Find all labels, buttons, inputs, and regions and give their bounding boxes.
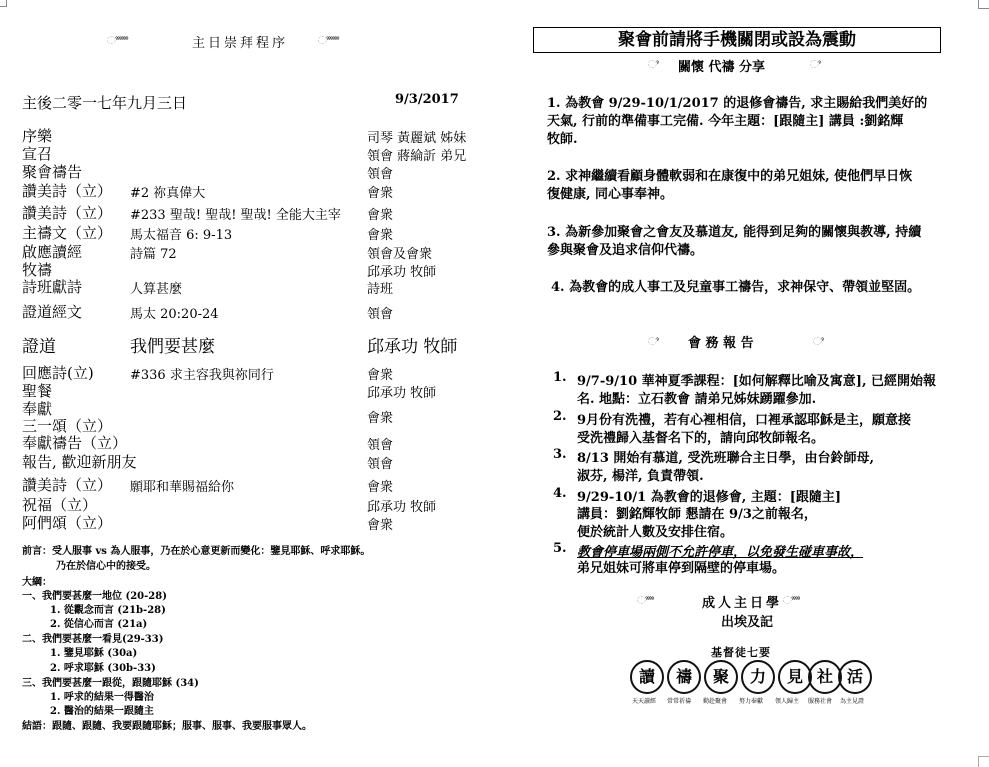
ornament-right: ಿಿಿಿಿಿ	[318, 34, 341, 47]
logo-caption: 服務社會	[808, 698, 833, 705]
outline-line: 1. 鑒見耶穌 (30a)	[50, 648, 138, 659]
logo-caption: 努力奉獻	[739, 698, 764, 705]
outline-line: 2. 從信心而言 (21a)	[50, 619, 148, 630]
ornament-left: ಿಿಿಿಿಿ	[107, 34, 130, 47]
logo-caption: 為主見證	[840, 698, 865, 705]
program-leader: 邱承功 牧師	[367, 386, 437, 401]
outline-preface-2: 乃在於信心中的接受。	[56, 561, 156, 572]
program-leader: 會衆	[367, 368, 394, 383]
sermon-label: 證道	[22, 337, 56, 357]
gather-icon: 聚	[704, 660, 738, 694]
program-detail: 詩篇 72	[130, 247, 177, 262]
phone-notice-box: 聚會前請將手機關閉或設為震動	[533, 27, 941, 53]
program-item: 聚會禱告	[22, 163, 83, 181]
program-item: 讚美詩（立）	[22, 476, 113, 494]
program-item: 聖餐	[22, 382, 53, 400]
program-title: 主日崇拜程序	[192, 36, 289, 51]
program-leader: 會衆	[367, 480, 394, 495]
program-leader: 邱承功 牧師	[367, 265, 437, 280]
program-item: 宣召	[22, 145, 53, 163]
page-corner-mark	[0, 0, 7, 7]
announcement-line: 9月份有洗禮，若有心裡相信，口裡承認耶穌是主，願意接	[577, 413, 912, 428]
program-item: 阿們頌（立）	[22, 514, 113, 532]
announcement-line: 淑芬, 楊洋, 負責帶領.	[577, 469, 704, 484]
prayer-line: 天氣, 行前的準備事工完備. 今年主題：[跟隨主] 講員 :劉銘輝	[547, 114, 904, 129]
program-leader: 會衆	[367, 208, 394, 223]
announcement-line: 受洗禮歸入基督名下的，請向邱牧師報名。	[577, 431, 825, 446]
program-item: 啟應讀經	[22, 243, 83, 261]
program-detail: 馬太 20:20-24	[130, 307, 219, 322]
prayer-line: 2. 求神繼續看顧身體軟弱和在康復中的弟兄姐妹, 使他們早日恢	[547, 169, 913, 184]
program-leader: 詩班	[367, 282, 394, 297]
program-leader: 領會	[367, 307, 394, 322]
program-item: 讚美詩（立）	[22, 182, 113, 200]
date: 9/3/2017	[395, 92, 459, 107]
ornament-left: ಿಿಿಿ	[637, 594, 656, 607]
program-item: 三一頌（立）	[22, 417, 113, 435]
logo-title: 基督徒七要	[711, 646, 771, 659]
outline-conclusion: 結語：跟隨、跟隨、我要跟隨耶穌；服事、服事、我要服事眾人。	[22, 721, 312, 732]
announcement-section-title: 會 務 報 告	[688, 336, 754, 351]
program-leader: 會衆	[367, 186, 394, 201]
announcement-number: 1.	[553, 370, 567, 385]
program-item: 詩班獻詩	[22, 278, 83, 296]
program-leader: 會衆	[367, 228, 394, 243]
program-detail: #233 聖哉! 聖哉! 聖哉! 全能大主宰	[130, 208, 341, 223]
program-item: 報告, 歡迎新朋友	[22, 453, 137, 471]
program-item: 牧禱	[22, 261, 53, 279]
adult-school-subject: 出埃及記	[721, 615, 774, 630]
announcement-line: 9/29-10/1 為教會的退修會, 主題：[跟隨主]	[577, 490, 842, 505]
pray-icon: 禱	[667, 660, 701, 694]
prayer-line: 復健康, 同心事奉神。	[547, 187, 674, 202]
announcement-number: 2.	[553, 409, 567, 424]
prayer-section-title: 關懷 代禱 分享	[678, 60, 766, 75]
outline-line: 三、我們要甚麼一跟從，跟隨耶穌 (34)	[22, 678, 199, 689]
sermon-title: 我們要甚麼	[130, 337, 215, 357]
program-leader: 領會 蔣綸訢 弟兄	[367, 149, 467, 164]
offering-icon: 力	[741, 660, 775, 694]
announcement-line: 8/13 開始有慕道, 受洗班聯合主日學，由台鈴師母,	[577, 451, 874, 466]
ornament-left: ಿ	[648, 58, 660, 71]
ornament-right: ಿ	[813, 335, 825, 348]
outline-preface: 前言：受人服事 vs 為人服事，乃在於心意更新而變化：鑒見耶穌、呼求耶穌。	[22, 546, 371, 557]
logo-caption: 勤赴聚會	[703, 698, 728, 705]
logo-caption: 領人歸主	[775, 698, 800, 705]
program-detail: 馬太福音 6: 9-13	[130, 228, 233, 243]
prayer-line: 4. 為教會的成人事工及兒童事工禱告，求神保守、帶領並堅固。	[551, 280, 921, 295]
announcement-line-emphasis: 教會停車場兩側不允許停車，以免發生碰車事故，	[577, 545, 864, 560]
page-corner-mark	[978, 756, 989, 767]
witness-icon: 見	[778, 660, 812, 694]
announcement-line: 講員：劉銘輝牧師 懇請在 9/3之前報名，	[577, 507, 817, 522]
outline-line: 一、我們要甚麼一地位 (20-28)	[22, 591, 167, 602]
program-item: 回應詩(立)	[22, 364, 94, 382]
program-leader: 領會	[367, 438, 394, 453]
program-item: 序樂	[22, 127, 53, 145]
program-item: 奉獻禱告（立）	[22, 434, 128, 452]
read-icon: 讀	[630, 660, 664, 694]
adult-school-title: 成人主日學	[702, 596, 783, 611]
program-item: 祝福（立）	[22, 496, 98, 514]
ornament-left: ಿ	[648, 335, 660, 348]
prayer-line: 參與聚會及追求信仰代禱。	[547, 243, 704, 258]
outline-line: 1. 呼求的結果一得醫治	[50, 692, 154, 703]
program-item: 證道經文	[22, 303, 83, 321]
live-icon: 活	[838, 660, 872, 694]
program-leader: 領會	[367, 167, 394, 182]
program-leader: 邱承功 牧師	[367, 500, 437, 515]
program-detail: #2 祢真偉大	[130, 186, 206, 201]
page-corner-mark	[978, 0, 989, 9]
ornament-right: ಿಿಿಿ	[783, 594, 802, 607]
sermon-speaker: 邱承功 牧師	[367, 337, 458, 357]
outline-heading: 大綱：	[22, 577, 52, 588]
prayer-line: 3. 為新參加聚會之會友及慕道友, 能得到足夠的關懷與教導, 持續	[547, 225, 922, 240]
outline-line: 2. 呼求耶穌 (30b-33)	[50, 663, 156, 674]
announcement-number: 3.	[553, 447, 567, 462]
program-detail: 人算甚麼	[130, 282, 183, 297]
program-leader: 會衆	[367, 411, 394, 426]
announcement-line: 名. 地點：立石教會 請弟兄姊妹踴躍參加.	[577, 392, 817, 407]
outline-line: 二、我們要甚麼一看見(29-33)	[22, 634, 164, 645]
announcement-line: 便於統計人數及安排住宿。	[577, 525, 734, 540]
outline-line: 1. 從觀念而言 (21b-28)	[50, 605, 166, 616]
date-chinese: 主後二零一七年九月三日	[22, 94, 188, 112]
program-leader: 會衆	[367, 518, 394, 533]
program-detail: #336 求主容我與祢同行	[130, 368, 274, 383]
program-item: 奉獻	[22, 400, 53, 418]
announcement-number: 4.	[553, 486, 567, 501]
program-item: 讚美詩（立）	[22, 204, 113, 222]
program-detail: 願耶和華賜福給你	[130, 480, 235, 495]
announcement-line: 9/7-9/10 華神夏季課程：[如何解釋比喻及寓意], 已經開始報	[577, 374, 936, 389]
program-leader: 領會及會衆	[367, 247, 433, 262]
logo-caption: 天天讀經	[632, 698, 657, 705]
logo-caption: 常常祈禱	[667, 698, 692, 705]
prayer-line: 1. 為教會 9/29-10/1/2017 的退修會禱告, 求主賜給我們美好的	[547, 96, 928, 111]
ornament-right: ಿ	[810, 58, 822, 71]
announcement-number: 5.	[553, 541, 567, 556]
program-leader: 領會	[367, 457, 394, 472]
program-leader: 司琴 黃麗斌 姊妹	[367, 131, 467, 146]
prayer-line: 牧師.	[547, 132, 578, 147]
society-icon: 社	[808, 660, 842, 694]
outline-line: 2. 醫治的結果一跟隨主	[50, 706, 154, 717]
program-item: 主禱文（立）	[22, 224, 113, 242]
announcement-line: 弟兄姐妹可將車停到隔壁的停車場。	[577, 561, 786, 576]
